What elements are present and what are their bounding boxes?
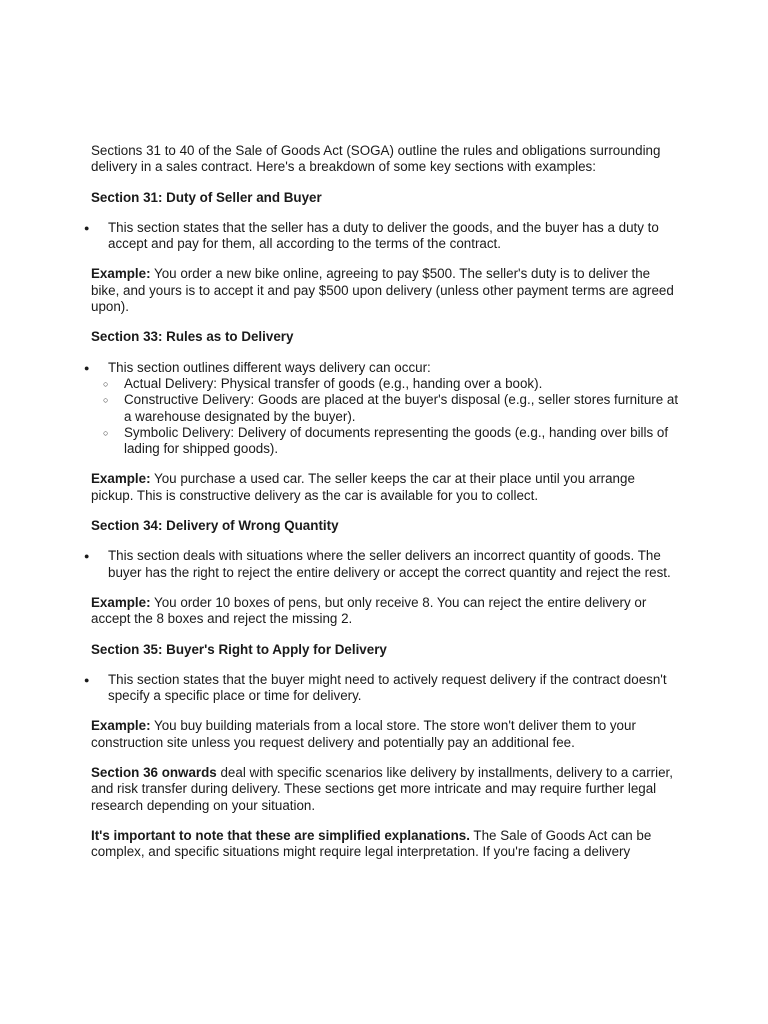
sub-item-symbolic-delivery: ○ Symbolic Delivery: Delivery of documents representing the goods (e.g., handing over bills of lading for shipped goods). <box>108 425 681 458</box>
sub-item-constructive-delivery: ○ Constructive Delivery: Goods are placed at the buyer's disposal (e.g., seller stores furniture at a warehouse designated by the buyer). <box>108 392 681 425</box>
section-36-lead: Section 36 onwards <box>91 765 217 781</box>
document-body <box>91 143 681 875</box>
section-34-bullet: ● This section deals with situations where the seller delivers an incorrect quantity of goods. The buyer has the right to reject the entire delivery or accept the correct quantity and reject the rest. <box>91 548 681 581</box>
section-33-example-text: You purchase a used car. The seller keeps the car at their place until you arrange pickup. This is constructive delivery as the car is available for you to collect. <box>91 471 635 503</box>
intro-paragraph: Sections 31 to 40 of the Sale of Goods Act (SOGA) outline the rules and obligations surrounding delivery in a sales contract. Here's a breakdown of some key sections with examples: <box>91 143 661 175</box>
example-label: Example: <box>91 718 151 734</box>
section-35-heading: Section 35: Buyer's Right to Apply for Delivery <box>91 641 387 657</box>
section-35-bullets <box>91 672 681 705</box>
section-33-sub-list <box>108 376 681 457</box>
section-34-example <box>91 595 681 628</box>
section-33-bullet <box>91 360 681 458</box>
section-36-paragraph <box>91 765 681 814</box>
section-33-example <box>91 471 681 504</box>
section-33-bullets <box>91 360 681 458</box>
sub-item-actual-delivery: ○ Actual Delivery: Physical transfer of goods (e.g., handing over a book). <box>108 376 681 392</box>
section-36-text: deal with specific scenarios like delivery by installments, delivery to a carrier, and risk transfer during delivery. These sections get more intricate and may require further legal research depending on your situation. <box>91 765 673 813</box>
example-label: Example: <box>91 266 151 282</box>
section-35-bullet: ● This section states that the buyer might need to actively request delivery if the contract doesn't specify a specific place or time for delivery. <box>91 672 681 705</box>
closing-note <box>91 828 681 861</box>
section-31-bullet: ● This section states that the seller has a duty to deliver the goods, and the buyer has a duty to accept and pay for them, all according to the terms of the contract. <box>91 220 681 253</box>
closing-note-lead: It's important to note that these are simplified explanations. <box>91 827 470 843</box>
example-label: Example: <box>91 471 151 487</box>
section-33-heading: Section 33: Rules as to Delivery <box>91 329 294 345</box>
section-35-example-text: You buy building materials from a local store. The store won't deliver them to your construction site unless you request delivery and potentially pay an additional fee. <box>91 718 636 750</box>
example-label: Example: <box>91 594 151 610</box>
section-34-example-text: You order 10 boxes of pens, but only receive 8. You can reject the entire delivery or accept the 8 boxes and reject the missing 2. <box>91 594 647 627</box>
section-33-bullet-text: This section outlines different ways delivery can occur: <box>108 359 431 375</box>
section-31-example <box>91 266 681 315</box>
section-34-heading: Section 34: Delivery of Wrong Quantity <box>91 518 339 534</box>
section-34-bullets <box>91 548 681 581</box>
closing-note-text: The Sale of Goods Act can be complex, and specific situations might require legal interpretation. If you're facing a delivery <box>91 827 652 860</box>
section-35-example <box>91 718 681 751</box>
section-31-example-text: You order a new bike online, agreeing to pay $500. The seller's duty is to deliver the bike, and yours is to accept it and pay $500 upon delivery (unless other payment terms are agreed upon). <box>91 266 674 315</box>
section-31-bullets <box>91 220 681 253</box>
section-31-heading: Section 31: Duty of Seller and Buyer <box>91 189 322 205</box>
